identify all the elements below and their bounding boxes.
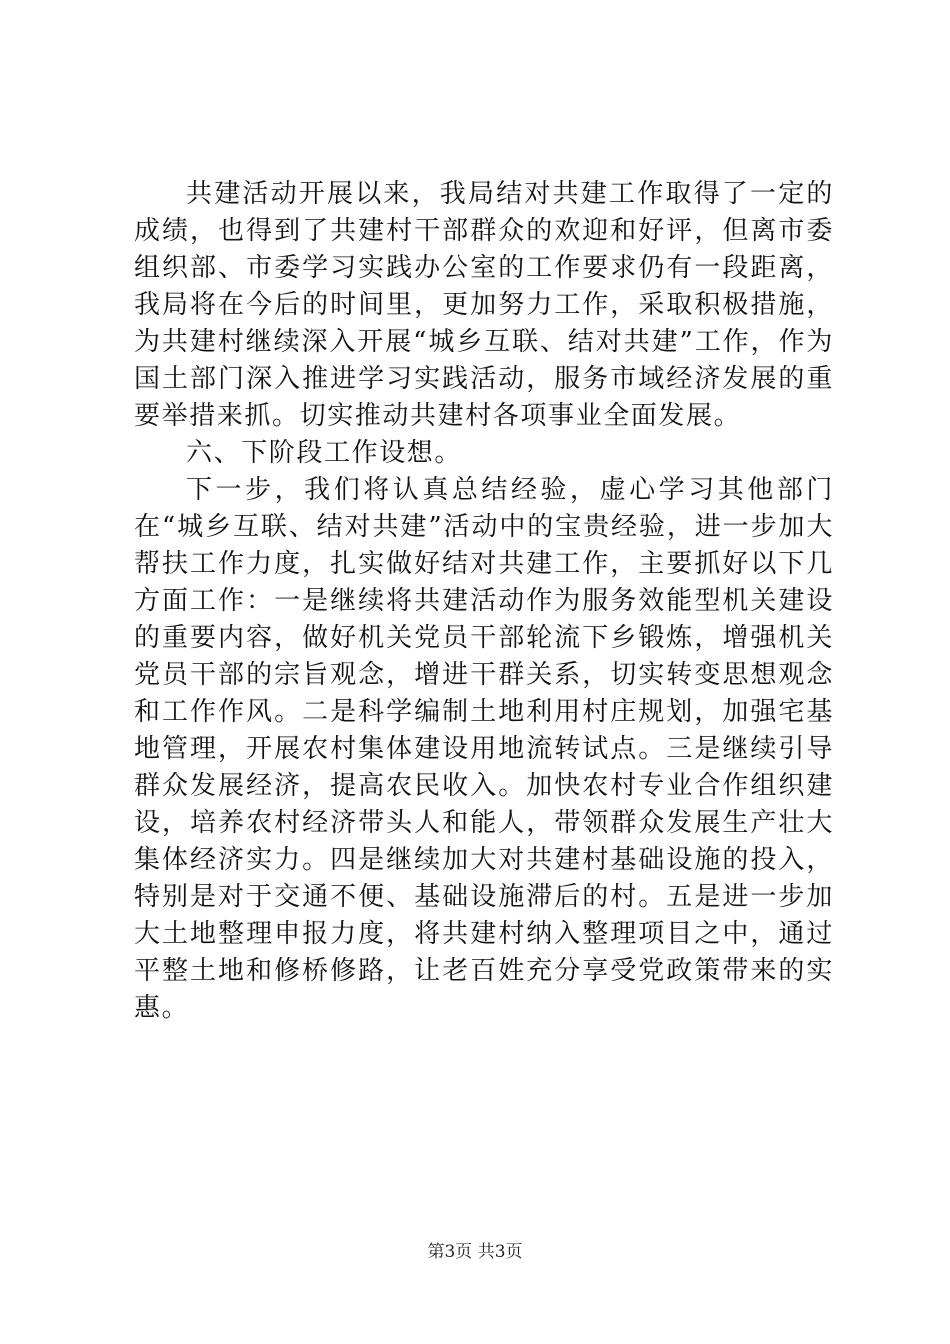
page-number-footer: 第3页 共3页 (427, 1242, 523, 1262)
section-heading: 六、下阶段工作设想。 (186, 438, 463, 468)
paragraph-next-steps: 下一步，我们将认真总结经验，虚心学习其他部门在“城乡互联、结对共建”活动中的宝贵经验，进一步加大帮扶工作力度，扎实做好结对共建工作，主要抓好以下几方面工作：一是继续将共建活动作为服务效能型机关建设的重要内容，做好机关党员干部轮流下乡锻炼，增强机关党员干部的宗旨观念，增进干群关系，切实转变思想观念和工作作风。二是科学编制土地利用村庄规划，加强宅基地管理，开展农村集体建设用地流转试点。三是继续引导群众发展经济，提高农民收入。加快农村专业合作组织建设，培养农村经济带头人和能人，带领群众发展生产壮大集体经济实力。四是继续加大对共建村基础设施的投入，特别是对于交通不便、基础设施滞后的村。五是进一步加大土地整理申报力度，将共建村纳入整理项目之中，通过平整土地和修桥修路，让老百姓充分享受党政策带来的实惠。 (134, 475, 834, 1023)
paragraph-summary: 共建活动开展以来，我局结对共建工作取得了一定的成绩，也得到了共建村干部群众的欢迎和好评，但离市委组织部、市委学习实践办公室的工作要求仍有一段距离，我局将在今后的时间里，更加努力工作，采取积极措施，为共建村继续深入开展“城乡互联、结对共建”工作，作为国土部门深入推进学习实践活动，服务市域经济发展的重要举措来抓。切实推动共建村各项事业全面发展。 (134, 179, 834, 431)
document-body (134, 176, 834, 1027)
